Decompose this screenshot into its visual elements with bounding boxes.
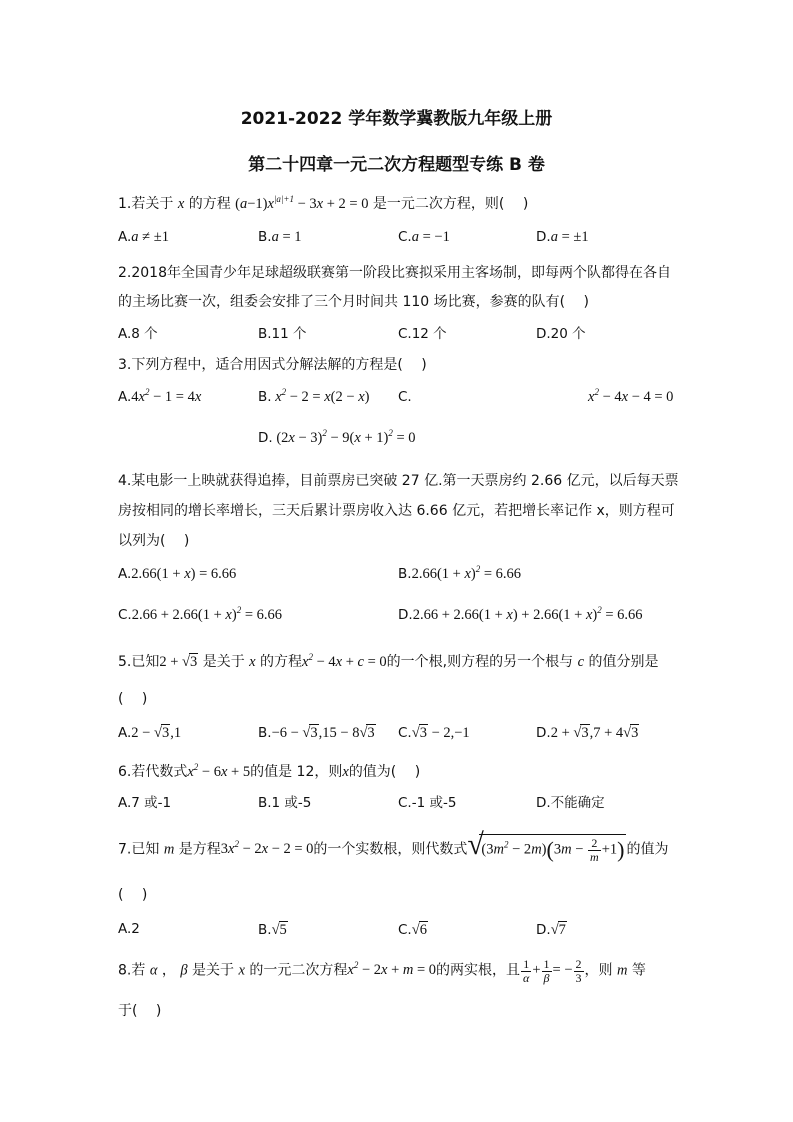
q2-option-a: A.8 个 [118, 326, 158, 342]
q5-option-b: B.−6 − √3,15 − 8√3 [258, 725, 375, 741]
q7-option-d: D.√7 [536, 922, 566, 938]
q1-option-a: A.a ≠ ±1 [118, 229, 169, 245]
q2-line2: 的主场比赛一次，组委会安排了三个月时间共 110 场比赛，参赛的队有( ) [118, 294, 589, 310]
q3-option-c-equation: $x^2 - 4x - 4 = 0$ [588, 387, 674, 405]
q5-option-c: C.√3 − 2,−1 [398, 725, 470, 741]
q5-line2: ( ) [118, 691, 148, 707]
q2-option-b: B.11 个 [258, 326, 307, 342]
q2-option-d: D.20 个 [536, 326, 586, 342]
q4-option-b: $B.2.66(1 + x)^2 = 6.66$ [398, 564, 522, 582]
q5-option-d: D.2 + √3,7 + 4√3 [536, 725, 639, 741]
q2-option-c: C.12 个 [398, 326, 447, 342]
page-title-line1: 2021-2022 学年数学冀教版九年级上册 [240, 109, 553, 129]
q8-line1: 8.若 α ， β 是关于 x 的一元二次方程$x^2 - 2x + m = 0$的两实根，且 $\frac{1}{\alpha}$ + $\frac{1}{\beta}$ = − $\frac{2}{3}$ ，则 m 等 [118, 957, 646, 985]
q1-text-b: 的方程 [188, 196, 231, 212]
q6-option-b: B.1 或-5 [258, 795, 312, 811]
q7-line2: ( ) [118, 887, 148, 903]
q1-option-b: B.a = 1 [258, 229, 302, 245]
q3-option-a: $A.4x^2 - 1 = 4x$ [118, 387, 202, 405]
question-1 [118, 193, 528, 213]
q3-option-d: D. $(2x - 3)^2 - 9(x + 1)^2 = 0$ [258, 428, 416, 446]
q7-radical-expression: √ $(3m^2 - 2m)(3m$ − $\frac{2}{m}$ +1) [467, 828, 625, 864]
q4-line2: 房按相同的增长率增长，三天后累计票房收入达 6.66 亿元，若把增长率记作 x，则方程可 [118, 503, 675, 519]
q2-line1: 2.2018年全国青少年足球超级联赛第一阶段比赛拟采用主客场制，即每两个队都得在各自 [118, 265, 671, 281]
q4-option-d: $D.2.66 + 2.66(1 + x) + 2.66(1 + x)^2 = 6.66$ [398, 605, 643, 623]
q7-option-c: C.√6 [398, 922, 427, 938]
q7-line1: 7.已知 m 是方程$3x^2 - 2x - 2 = 0$的一个实数根，则代数式 √ $(3m^2 - 2m)(3m$ − $\frac{2}{m}$ +1) 的值为 [118, 828, 669, 864]
q1-text-a: 1.若关于 [118, 196, 174, 212]
q7-option-b: B.√5 [258, 922, 287, 938]
q6-text: 6.若代数式$x^2 - 6x + 5$的值是 12，则x的值为( ) [118, 762, 421, 780]
q5-option-a: A.2 − √3,1 [118, 725, 182, 741]
q1-equation: $(a-1)x^{|a|+1} - 3x + 2 = 0$ [235, 194, 369, 212]
q3-text: 3.下列方程中，适合用因式分解法解的方程是( ) [118, 357, 427, 373]
q4-line1: 4.某电影一上映就获得追捧，目前票房已突破 27 亿.第一天票房约 2.66 亿元，以后每天票 [118, 473, 679, 489]
q8-line2: 于( ) [118, 1003, 162, 1019]
q6-option-a: A.7 或-1 [118, 795, 172, 811]
q1-option-d: D.a = ±1 [536, 229, 589, 245]
q1-var-x: x [177, 196, 185, 212]
q5-line1: 5.已知2 + √3 是关于 x 的方程$x^2 - 4x + c = 0$的一个根,则方程的另一个根与 c 的值分别是 [118, 652, 659, 670]
q1-text-c: 是一元二次方程，则( ) [372, 196, 529, 212]
q7-option-a: A.2 [118, 921, 140, 937]
q6-option-c: C.-1 或-5 [398, 795, 457, 811]
page-title-line2: 第二十四章一元二次方程题型专练 B 卷 [248, 155, 545, 175]
q4-line3: 以列为( ) [118, 533, 190, 549]
q3-option-c-label: C. [398, 389, 412, 405]
q6-option-d: D.不能确定 [536, 795, 605, 811]
q1-option-c: C.a = −1 [398, 229, 450, 245]
q3-option-b: B. $x^2 - 2 = x(2 - x)$ [258, 387, 370, 405]
q4-option-a: A.2.66(1 + x) = 6.66 [118, 566, 237, 582]
q4-option-c: $C.2.66 + 2.66(1 + x)^2 = 6.66$ [118, 605, 282, 623]
